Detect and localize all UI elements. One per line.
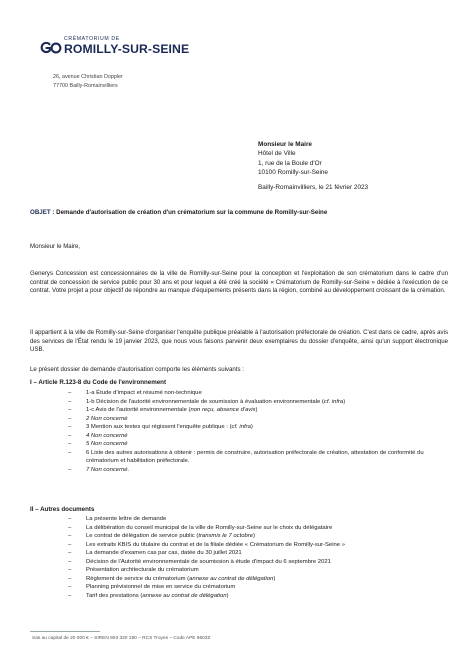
list-dash: – [68, 432, 72, 439]
recipient-line-1: Hôtel de Ville [258, 150, 296, 158]
salutation: Monsieur le Maire, [30, 243, 81, 250]
list-dash: – [68, 407, 72, 413]
footer-legal: Sas au capital de 20 000 € – SIREN 903 320 190 – RCS Troyes – Code APE 9603Z [32, 636, 211, 641]
footer-divider [30, 631, 100, 632]
list-dash: – [68, 441, 72, 447]
list-item-emphasis: cf. infra [323, 398, 344, 405]
list-item [30, 389, 450, 398]
list-item-tail: ) [226, 592, 229, 599]
list-dash: – [68, 424, 72, 430]
list-item-tail: ) [255, 407, 258, 413]
sender-street: 26, avenue Christian Doppler [53, 74, 123, 80]
list-item [30, 549, 450, 558]
list-item-text: 1-c Avis de l'autorité environnementale ( [86, 407, 191, 413]
section-2-list [30, 515, 450, 600]
list-dash: – [68, 558, 72, 565]
list-item-text: 3 Mention aux textes qui régissent l'enquête publique : ( [86, 424, 232, 430]
list-item-tail: ) [273, 575, 276, 582]
list-item-text: Présentation architecturale du crématorium [86, 567, 199, 573]
list-dash: – [68, 449, 72, 456]
list-item [30, 423, 450, 432]
list-item [30, 566, 450, 575]
list-item [30, 449, 450, 466]
list-item-emphasis: 4 Non concerné [86, 432, 128, 439]
list-dash: – [68, 466, 72, 473]
sender-city: 77700 Bailly-Romainvilliers [53, 83, 118, 89]
list-item-emphasis: 2 Non concerné [86, 415, 128, 422]
list-item [30, 575, 450, 584]
recipient-line-3: 10100 Romilly-sur-Seine [258, 168, 328, 176]
list-item-text: 1-b Décision de l'autorité environnementale de soumission à évaluation environnementale ( [86, 398, 324, 405]
list-item [30, 592, 450, 601]
list-item [30, 515, 450, 524]
recipient-address [258, 140, 328, 177]
section-1-title: I – Article R.123-8 du Code de l'environnement [30, 379, 167, 386]
list-item [30, 440, 450, 449]
list-item-emphasis: non reçu, absence d'avis [190, 407, 256, 413]
list-item-emphasis: transmis le 7 octobre [198, 533, 254, 539]
logo-subtitle: CRÉMATORIUM DE [64, 36, 120, 42]
list-dash: – [68, 592, 72, 599]
list-dash: – [68, 541, 72, 548]
list-item [30, 524, 450, 533]
list-item-tail: ) [250, 424, 253, 430]
subject-line [30, 209, 327, 216]
list-item [30, 532, 450, 541]
recipient-line-2: 1, rue de la Boule d'Or [258, 159, 322, 167]
list-item-emphasis: cf. infra [231, 424, 251, 430]
paragraph-contents: Le présent dossier de demande d'autorisation comporte les éléments suivants : [30, 366, 244, 374]
list-item-emphasis: 7 Non concerné. [86, 466, 130, 473]
list-item-text: La demande d'examen cas par cas, datée du 30 juillet 2021 [86, 550, 242, 556]
go-logo-icon [40, 41, 62, 55]
list-item-emphasis: annexe au contrat de délégation [189, 575, 274, 582]
section-1-list [30, 389, 450, 474]
list-item-text: Décision de l'Autorité environnementale de soumission à étude d'impact du 6 septembre 2021 [86, 558, 331, 565]
list-item-text: La délibération du conseil municipal de la ville de Romilly-sur-Seine sur le choix du délégataire [86, 524, 333, 531]
list-item-tail: ) [253, 533, 255, 539]
letter-date: Bailly-Romainvilliers, le 21 février 2023 [258, 184, 369, 191]
list-item-text: La présente lettre de demande [86, 516, 167, 522]
subject-text: Demande d'autorisation de création d'un crématorium sur la commune de Romilly-sur-Seine [54, 209, 328, 216]
list-item [30, 415, 450, 424]
list-dash: – [68, 390, 72, 396]
list-item-text: Les extraits KBIS du titulaire du contrat et de la filiale dédiée « Crématorium de Romilly-sur-Seine » [86, 541, 345, 548]
list-dash: – [68, 533, 72, 539]
list-item-text: Planning prévisionnel de mise en service du crématorium [86, 584, 236, 590]
sender-address [53, 73, 123, 91]
list-dash: – [68, 550, 72, 556]
list-item [30, 583, 450, 592]
list-item-text: Tarif des prestations ( [86, 592, 143, 599]
section-2-title: II – Autres documents [30, 506, 95, 513]
list-item [30, 466, 450, 475]
list-item [30, 541, 450, 550]
list-item-text: 1-a Étude d'impact et résumé non-technique [86, 390, 202, 396]
logo-title: ROMILLY-SUR-SEINE [64, 42, 190, 56]
list-item-text: Règlement de service du crématorium ( [86, 575, 190, 582]
list-dash: – [68, 516, 72, 522]
list-dash: – [68, 584, 72, 590]
list-item [30, 432, 450, 441]
list-item-emphasis: 5 Non concerné [86, 441, 128, 447]
list-item-emphasis: annexe au contrat de délégation [142, 592, 227, 599]
list-item [30, 558, 450, 567]
recipient-name: Monsieur le Maire [258, 141, 312, 148]
list-item [30, 398, 450, 407]
subject-label: OBJET : [30, 209, 55, 216]
list-dash: – [68, 575, 72, 582]
paragraph-enquete: Il appartient à la ville de Romilly-sur-Seine d'organiser l'enquête publique préalable à l'autorisation préfectorale de création. C'est dans ce cadre, après avis des services de l'État rendu le 19 janvier 2023, que nous vous faisons parvenir deux exemplaires du dossier d'enquête, ainsi qu'un support électronique USB. [30, 329, 448, 354]
list-item-tail: ) [343, 398, 346, 405]
list-dash: – [68, 524, 72, 531]
list-item-text: Le contrat de délégation de service public ( [86, 533, 199, 539]
list-dash: – [68, 567, 72, 573]
list-item-text: 6 Liste des autres autorisations à obtenir : permis de construire, autorisation préfectorale de création, attestation de conformité du crématorium et habilitation préfectorale. [86, 449, 424, 464]
paragraph-intro: Generys Concession est concessionnaires de la ville de Romilly-sur-Seine pour la conception et l'exploitation de son crématorium dans le cadre d'un contrat de concession de service public pour 30 ans et pour lequel a été créé la société « Crématorium de Romilly-sur-Seine » dédiée à l'exécution de ce contrat. Votre projet a pour objectif de répondre au manque d'équipements présents dans la région, combiné au développement croissant de la crémation. [30, 270, 448, 295]
list-dash: – [68, 415, 72, 422]
list-item [30, 406, 450, 415]
list-dash: – [68, 398, 72, 405]
